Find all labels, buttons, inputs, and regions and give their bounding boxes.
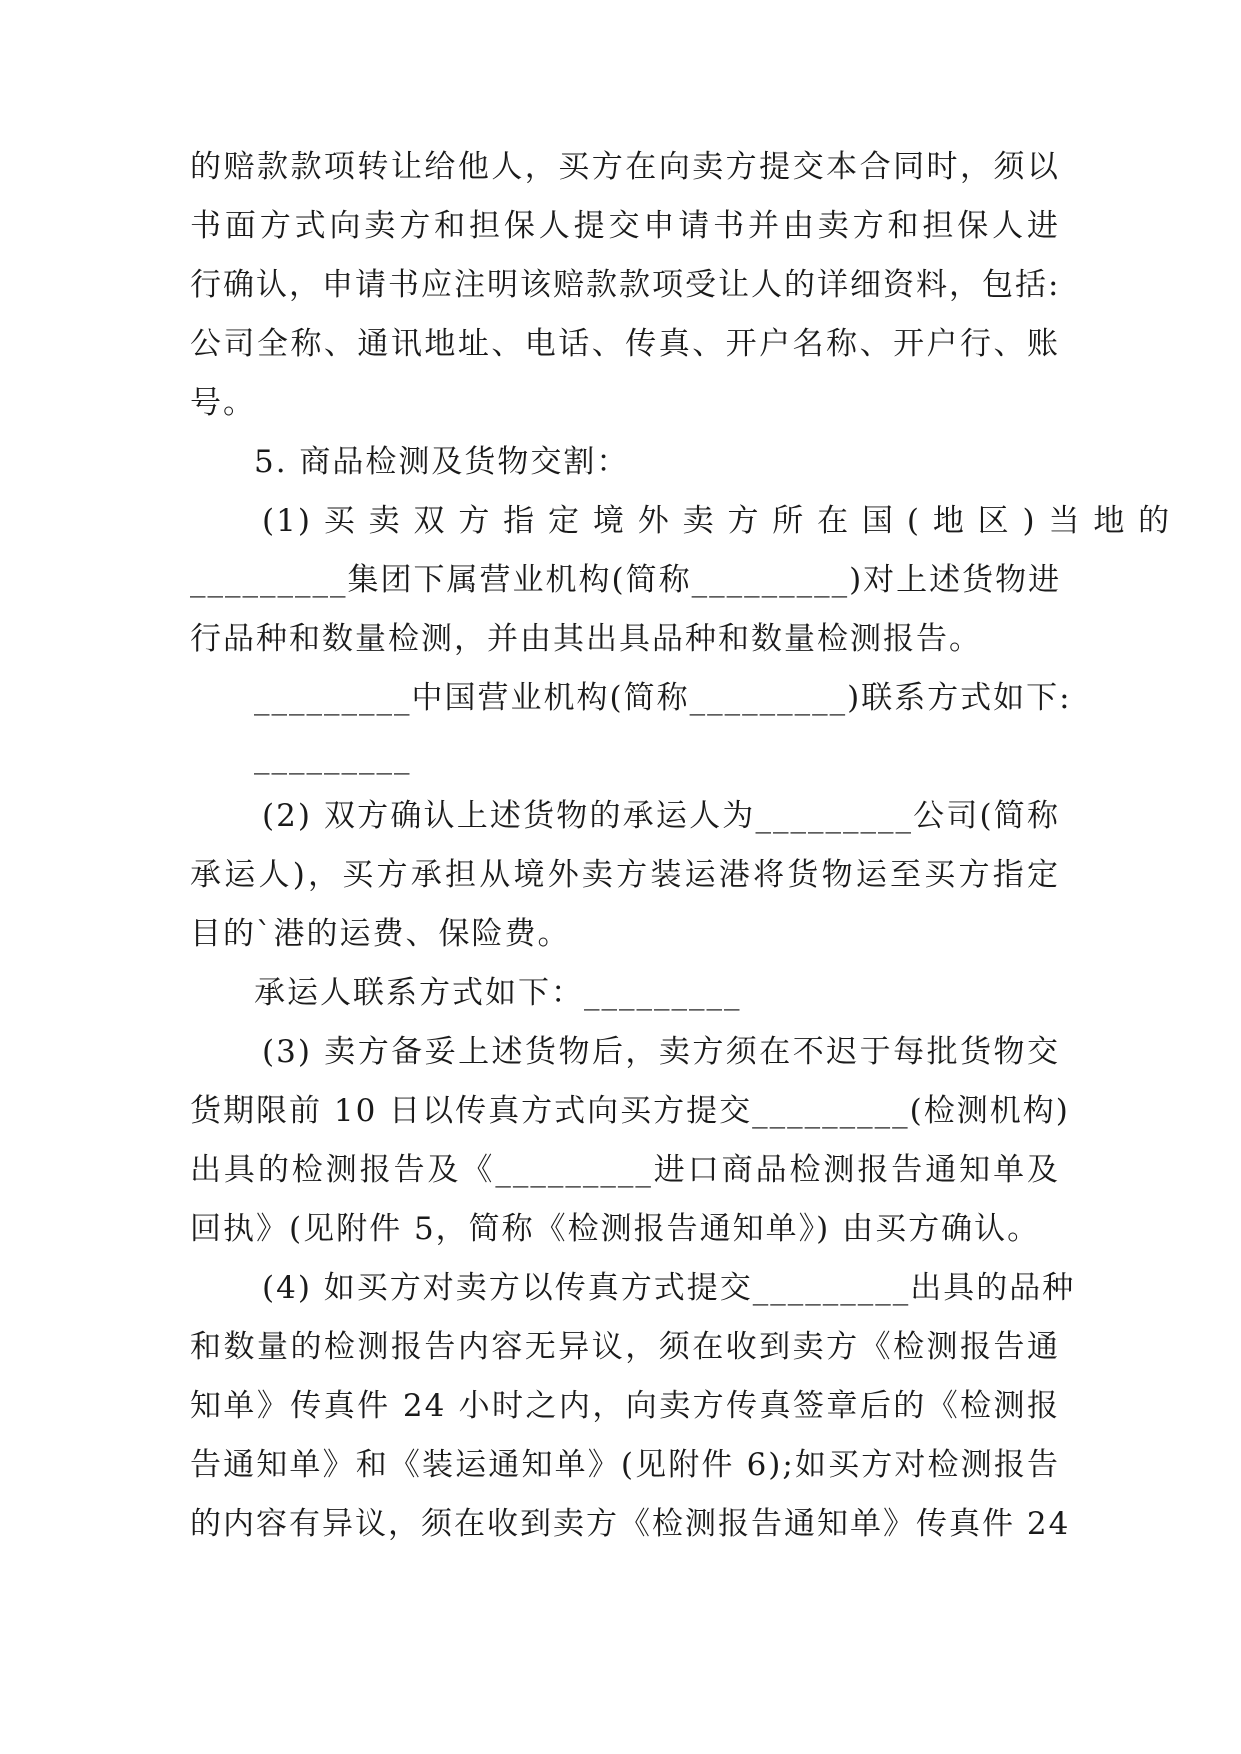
- text-line: _________中国营业机构(简称_________)联系方式如下:: [254, 680, 1072, 716]
- text-line: 目的`港的运费、保险费。: [190, 916, 571, 952]
- text-line: 知单》传真件 24 小时之内，向卖方传真签章后的《检测报: [190, 1388, 1060, 1424]
- text-line: 货期限前 10 日以传真方式向买方提交_________(检测机构): [190, 1093, 1070, 1129]
- text-line: 行确认，申请书应注明该赔款款项受让人的详细资料，包括:: [190, 267, 1061, 303]
- text-line: 行品种和数量检测，并由其出具品种和数量检测报告。: [190, 621, 982, 657]
- text-line: 的赔款款项转让给他人，买方在向卖方提交本合同时，须以: [190, 149, 1060, 185]
- text-line: _________集团下属营业机构(简称_________)对上述货物进: [190, 562, 1062, 598]
- text-line: 号。: [190, 385, 256, 421]
- text-line: 承运人联系方式如下：_________: [254, 975, 742, 1011]
- text-line: 出具的检测报告及《_________进口商品检测报告通知单及: [190, 1152, 1060, 1188]
- text-line: 和数量的检测报告内容无异议，须在收到卖方《检测报告通: [190, 1329, 1060, 1365]
- text-line: 回执》(见附件 5，简称《检测报告通知单》) 由买方确认。: [190, 1211, 1041, 1247]
- text-line: (2) 双方确认上述货物的承运人为_________公司(简称: [262, 798, 1060, 834]
- text-line: (1) 买 卖 双 方 指 定 境 外 卖 方 所 在 国 ( 地 区 ) 当 地 的: [262, 503, 1172, 539]
- text-line: 的内容有异议，须在收到卖方《检测报告通知单》传真件 24: [190, 1506, 1071, 1542]
- text-line: 告通知单》和《装运通知单》(见附件 6);如买方对检测报告: [190, 1447, 1060, 1483]
- blank-field-line: _________: [254, 739, 412, 775]
- text-line: 公司全称、通讯地址、电话、传真、开户名称、开户行、账: [190, 326, 1060, 362]
- text-line: 承运人)，买方承担从境外卖方装运港将货物运至买方指定: [190, 857, 1060, 893]
- text-line: 书面方式向卖方和担保人提交申请书并由卖方和担保人进: [190, 208, 1060, 244]
- text-line: (3) 卖方备妥上述货物后，卖方须在不迟于每批货物交: [262, 1034, 1060, 1070]
- section-heading: 5. 商品检测及货物交割：: [254, 444, 630, 480]
- text-line: (4) 如买方对卖方以传真方式提交_________出具的品种: [262, 1270, 1076, 1306]
